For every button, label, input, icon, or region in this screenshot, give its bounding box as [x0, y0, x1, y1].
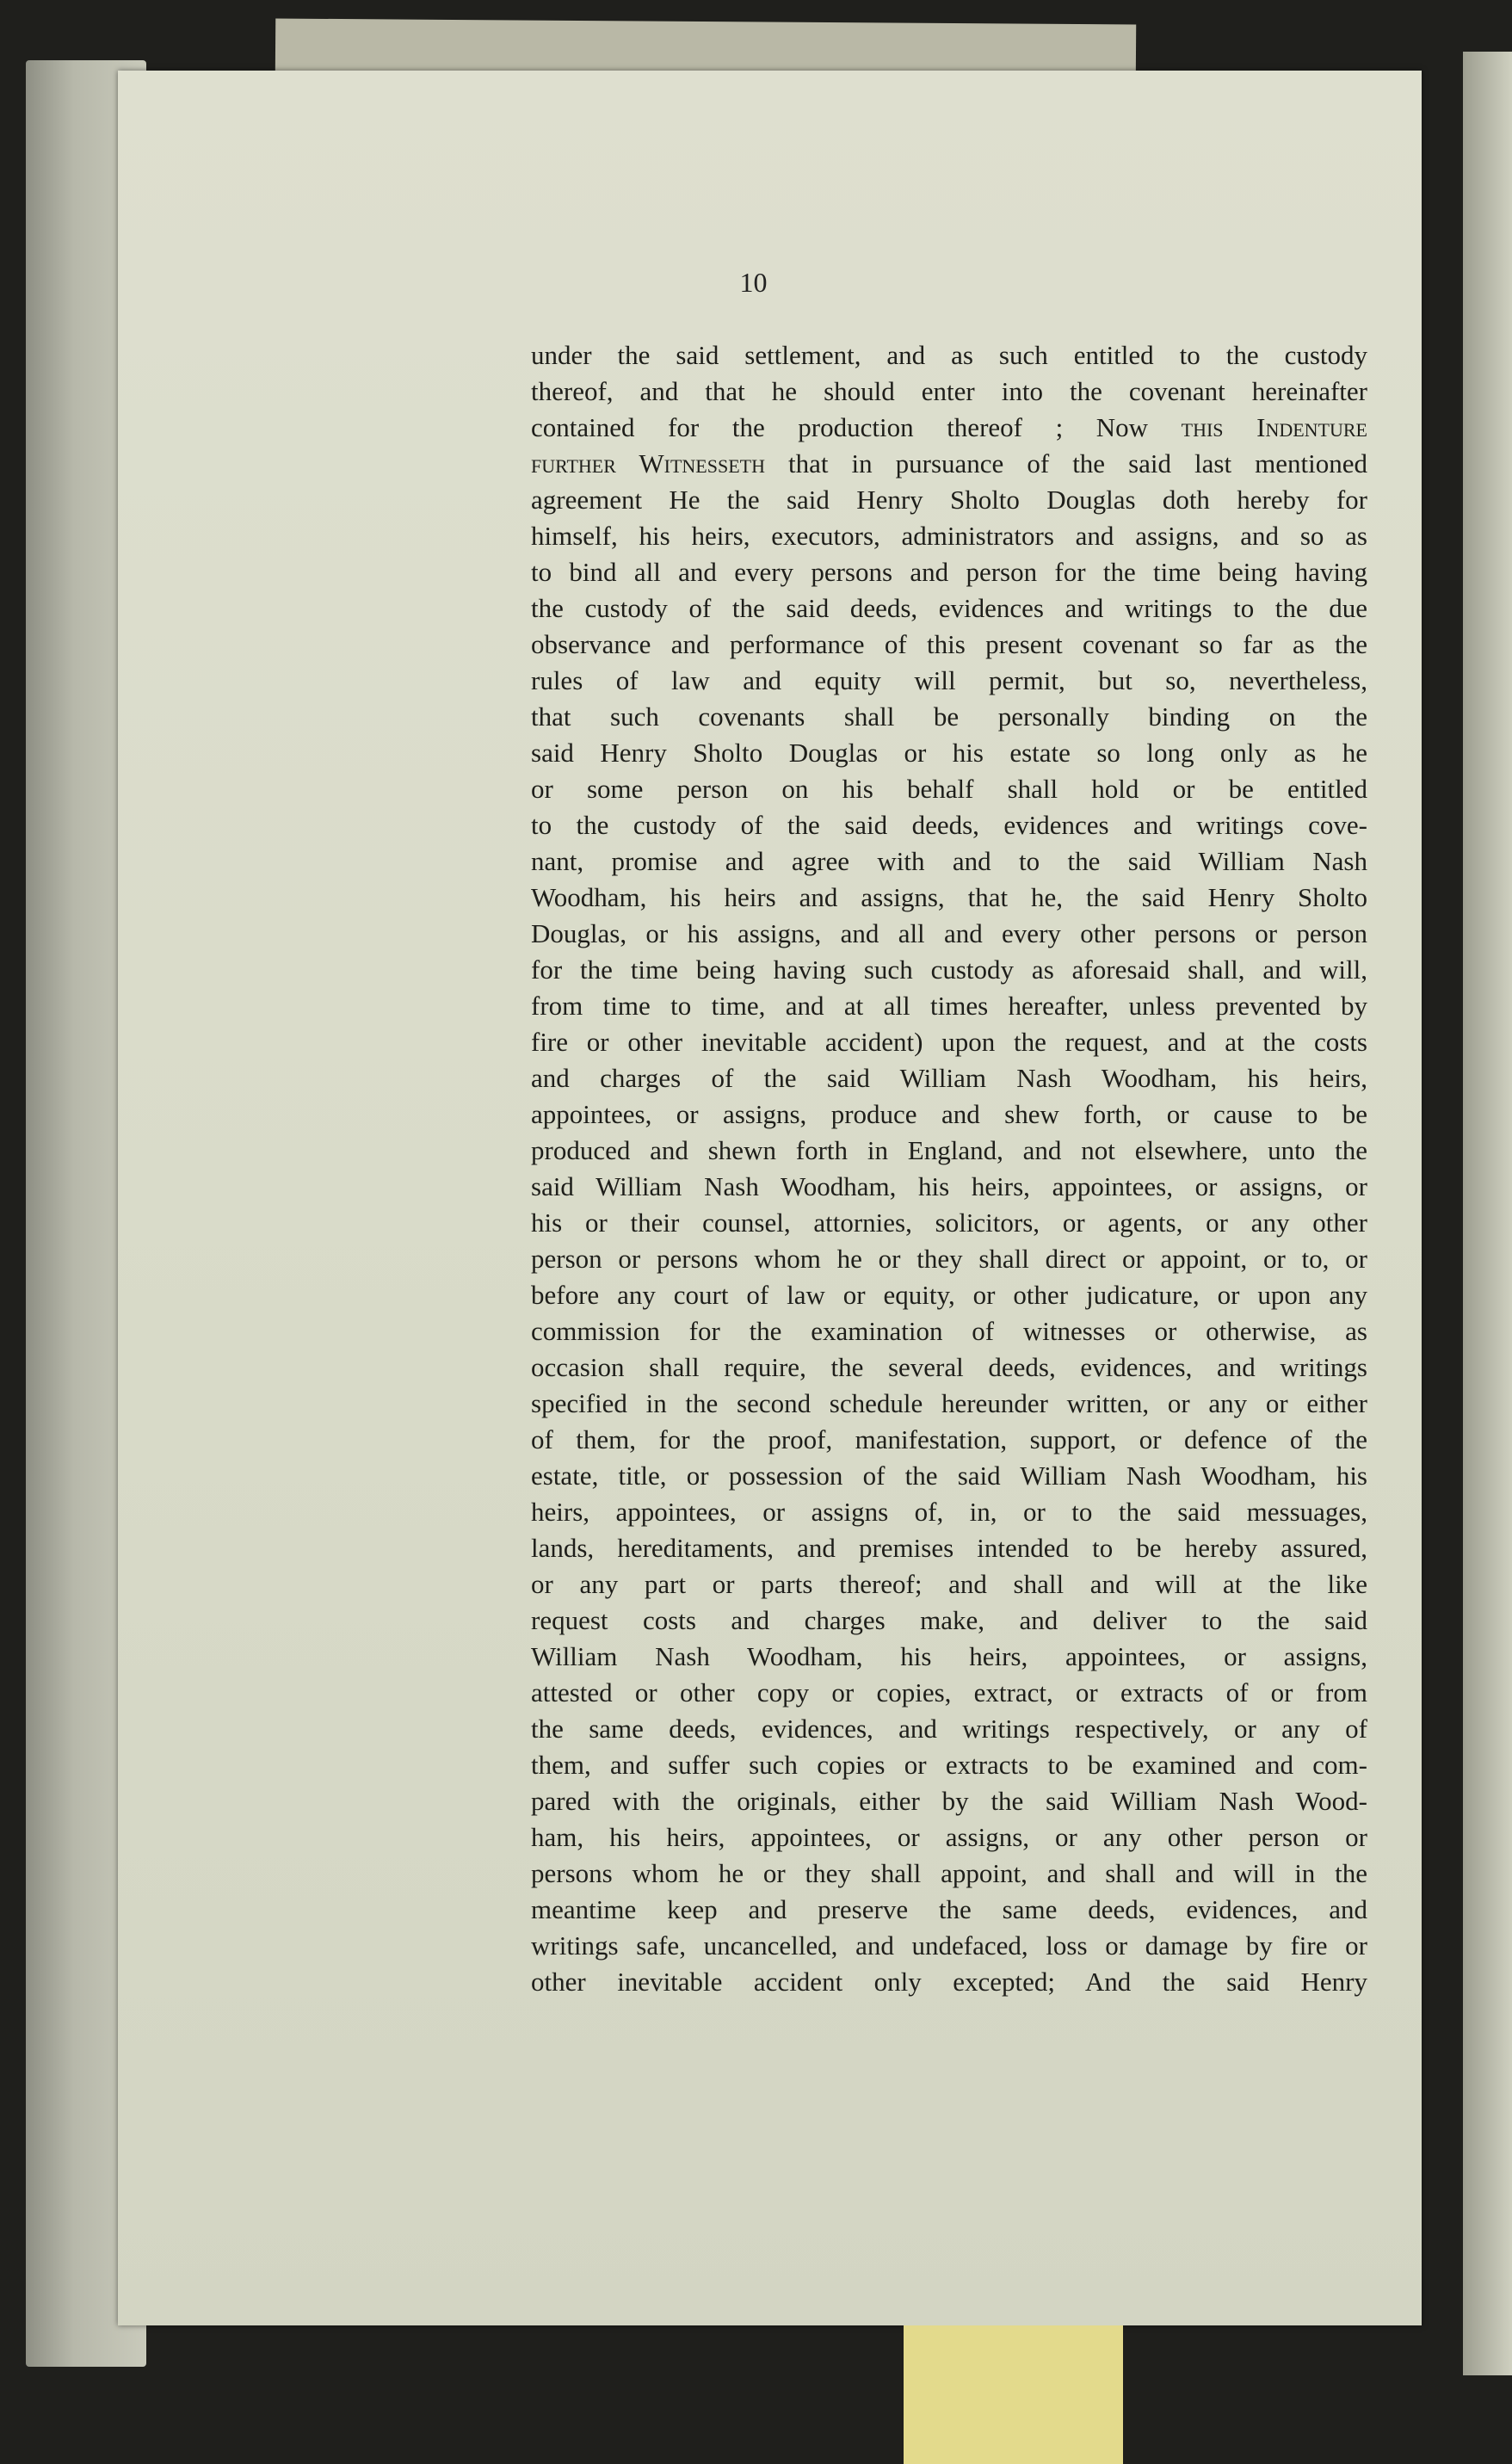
text-line: thereof, and that he should enter into the covenant hereinafter	[531, 376, 1367, 406]
text-line: request costs and charges make, and deliver to the said	[531, 1605, 1367, 1635]
text-line: pared with the originals, either by the said William Nash Wood-	[531, 1786, 1367, 1816]
text-line: ham, his heirs, appointees, or assigns, or any other person or	[531, 1822, 1367, 1852]
text-line: of them, for the proof, manifestation, support, or defence of the	[531, 1424, 1367, 1454]
text-line: agreement He the said Henry Sholto Douglas doth hereby for	[531, 485, 1367, 515]
text-line: observance and performance of this present covenant so far as the	[531, 629, 1367, 659]
text-line: commission for the examination of witnesses or otherwise, as	[531, 1316, 1367, 1346]
text-line: produced and shewn forth in England, and not elsewhere, unto the	[531, 1135, 1367, 1165]
text-line: the custody of the said deeds, evidences and writings to the due	[531, 593, 1367, 623]
text-line: estate, title, or possession of the said William Nash Woodham, his	[531, 1460, 1367, 1491]
text-line: lands, hereditaments, and premises intended to be hereby assured,	[531, 1533, 1367, 1563]
text-line: occasion shall require, the several deeds, evidences, and writings	[531, 1352, 1367, 1382]
page-number: 10	[739, 267, 768, 298]
text-line: persons whom he or they shall appoint, and shall and will in the	[531, 1858, 1367, 1888]
text-line: the same deeds, evidences, and writings respectively, or any of	[531, 1714, 1367, 1744]
text-line: to bind all and every persons and person for the time being having	[531, 557, 1367, 587]
sticky-note	[904, 2325, 1123, 2464]
facing-page-edge	[1463, 52, 1512, 2375]
text-line: contained for the production thereof ; Now this Indenture	[531, 412, 1367, 442]
text-line: them, and suffer such copies or extracts to be examined and com-	[531, 1750, 1367, 1780]
text-line: that such covenants shall be personally binding on the	[531, 701, 1367, 732]
text-line: William Nash Woodham, his heirs, appointees, or assigns,	[531, 1641, 1367, 1671]
text-line: person or persons whom he or they shall direct or appoint, or to, or	[531, 1244, 1367, 1274]
text-line: rules of law and equity will permit, but so, nevertheless,	[531, 665, 1367, 695]
text-line: said William Nash Woodham, his heirs, appointees, or assigns, or	[531, 1171, 1367, 1201]
text-line: to the custody of the said deeds, evidences and writings cove-	[531, 810, 1367, 840]
text-line: himself, his heirs, executors, administrators and assigns, and so as	[531, 521, 1367, 551]
text-line: Douglas, or his assigns, and all and every other persons or person	[531, 918, 1367, 948]
text-line: writings safe, uncancelled, and undefaced, loss or damage by fire or	[531, 1930, 1367, 1961]
text-line: and charges of the said William Nash Woodham, his heirs,	[531, 1063, 1367, 1093]
text-line: his or their counsel, attornies, solicitors, or agents, or any other	[531, 1207, 1367, 1238]
text-line: nant, promise and agree with and to the said William Nash	[531, 846, 1367, 876]
smallcaps-this-indenture: this Indenture	[1181, 412, 1367, 442]
text-line: before any court of law or equity, or other judicature, or upon any	[531, 1280, 1367, 1310]
smallcaps-further-witnesseth: further Witnesseth	[531, 448, 765, 479]
text-line: fire or other inevitable accident) upon the request, and at the costs	[531, 1027, 1367, 1057]
text-line: said Henry Sholto Douglas or his estate so long only as he	[531, 738, 1367, 768]
text-line: specified in the second schedule hereunder written, or any or either	[531, 1388, 1367, 1418]
text-line: further Witnesseth that in pursuance of the said last mentioned	[531, 448, 1367, 479]
body-text	[531, 337, 1367, 2000]
text-line: heirs, appointees, or assigns of, in, or to the said messuages,	[531, 1497, 1367, 1527]
text-line: or any part or parts thereof; and shall and will at the like	[531, 1569, 1367, 1599]
text-line: meantime keep and preserve the same deeds, evidences, and	[531, 1894, 1367, 1924]
text-line: Woodham, his heirs and assigns, that he, the said Henry Sholto	[531, 882, 1367, 912]
text-line: under the said settlement, and as such entitled to the custody	[531, 340, 1367, 370]
text-line: for the time being having such custody as aforesaid shall, and will,	[531, 954, 1367, 985]
text-line: appointees, or assigns, produce and shew forth, or cause to be	[531, 1099, 1367, 1129]
text-line: attested or other copy or copies, extract, or extracts of or from	[531, 1677, 1367, 1708]
text-line: or some person on his behalf shall hold or be entitled	[531, 774, 1367, 804]
text-line: from time to time, and at all times hereafter, unless prevented by	[531, 991, 1367, 1021]
text-line: other inevitable accident only excepted; And the said Henry	[531, 1967, 1367, 1997]
